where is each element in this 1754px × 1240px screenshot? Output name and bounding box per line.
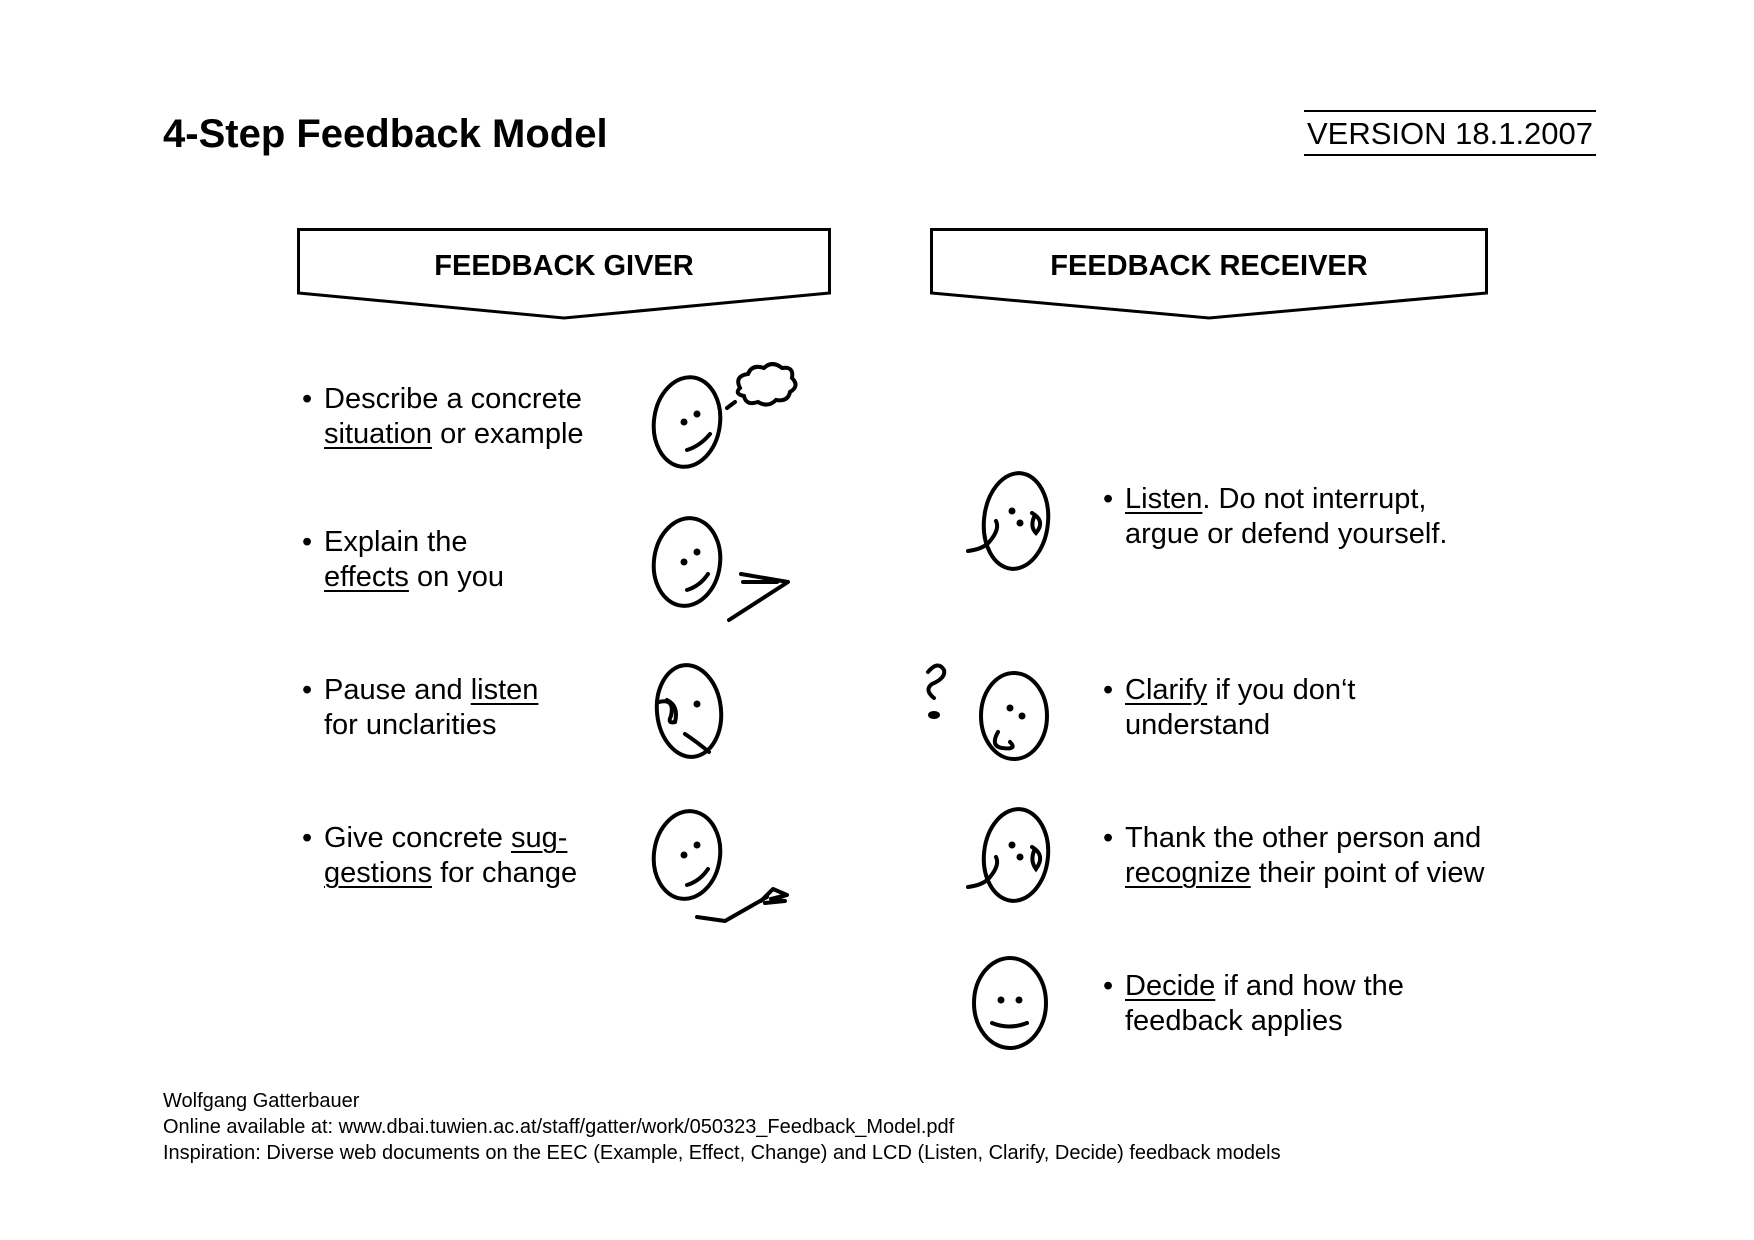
giver-item-pause: • Pause and listen for unclarities xyxy=(302,674,539,741)
bullet-dot: • xyxy=(1103,822,1114,854)
feedback-receiver-banner xyxy=(930,228,1488,320)
bullet-dot: • xyxy=(302,822,313,854)
footer-inspiration: Inspiration: Diverse web documents on the EEC (Example, Effect, Change) and LCD (Listen, Clarify, Decide) feedback models xyxy=(163,1142,1281,1164)
listening-receiver-face-icon xyxy=(960,465,1060,580)
giver-item-describe: • Describe a concrete situation or example xyxy=(302,383,584,450)
explaining-face-icon xyxy=(645,512,805,627)
giver-item-suggestions: • Give concrete sug- gestions for change xyxy=(302,822,578,889)
thinking-face-icon xyxy=(645,362,805,472)
bullet-dot: • xyxy=(302,383,313,415)
version-label: VERSION 18.1.2007 xyxy=(1304,110,1596,156)
clarifying-face-icon xyxy=(910,660,1060,765)
bullet-dot: • xyxy=(302,674,313,706)
thanking-face-icon xyxy=(960,803,1060,908)
receiver-item-listen: • Listen. Do not interrupt, argue or defend yourself. xyxy=(1103,483,1448,550)
receiver-item-clarify: • Clarify if you don‘t understand xyxy=(1103,674,1356,741)
page-title: 4-Step Feedback Model xyxy=(163,112,608,156)
feedback-giver-heading: FEEDBACK GIVER xyxy=(434,250,694,282)
bullet-dot: • xyxy=(1103,970,1114,1002)
footer-author: Wolfgang Gatterbauer xyxy=(163,1090,360,1112)
receiver-item-thank: • Thank the other person and recognize their point of view xyxy=(1103,822,1485,889)
bullet-dot: • xyxy=(1103,674,1114,706)
giver-item-explain: • Explain the effects on you xyxy=(302,526,505,593)
listening-face-icon xyxy=(645,660,735,765)
receiver-item-decide: • Decide if and how the feedback applies xyxy=(1103,970,1404,1037)
footer-online-link: Online available at: www.dbai.tuwien.ac.at/staff/gatter/work/050323_Feedback_Model.pdf xyxy=(163,1116,955,1138)
footer xyxy=(163,1088,1281,1166)
suggesting-face-icon xyxy=(645,805,805,930)
bullet-dot: • xyxy=(1103,483,1114,515)
deciding-smiling-face-icon xyxy=(965,950,1055,1055)
bullet-dot: • xyxy=(302,526,313,558)
feedback-giver-banner xyxy=(297,228,831,320)
feedback-receiver-heading: FEEDBACK RECEIVER xyxy=(1050,250,1368,282)
